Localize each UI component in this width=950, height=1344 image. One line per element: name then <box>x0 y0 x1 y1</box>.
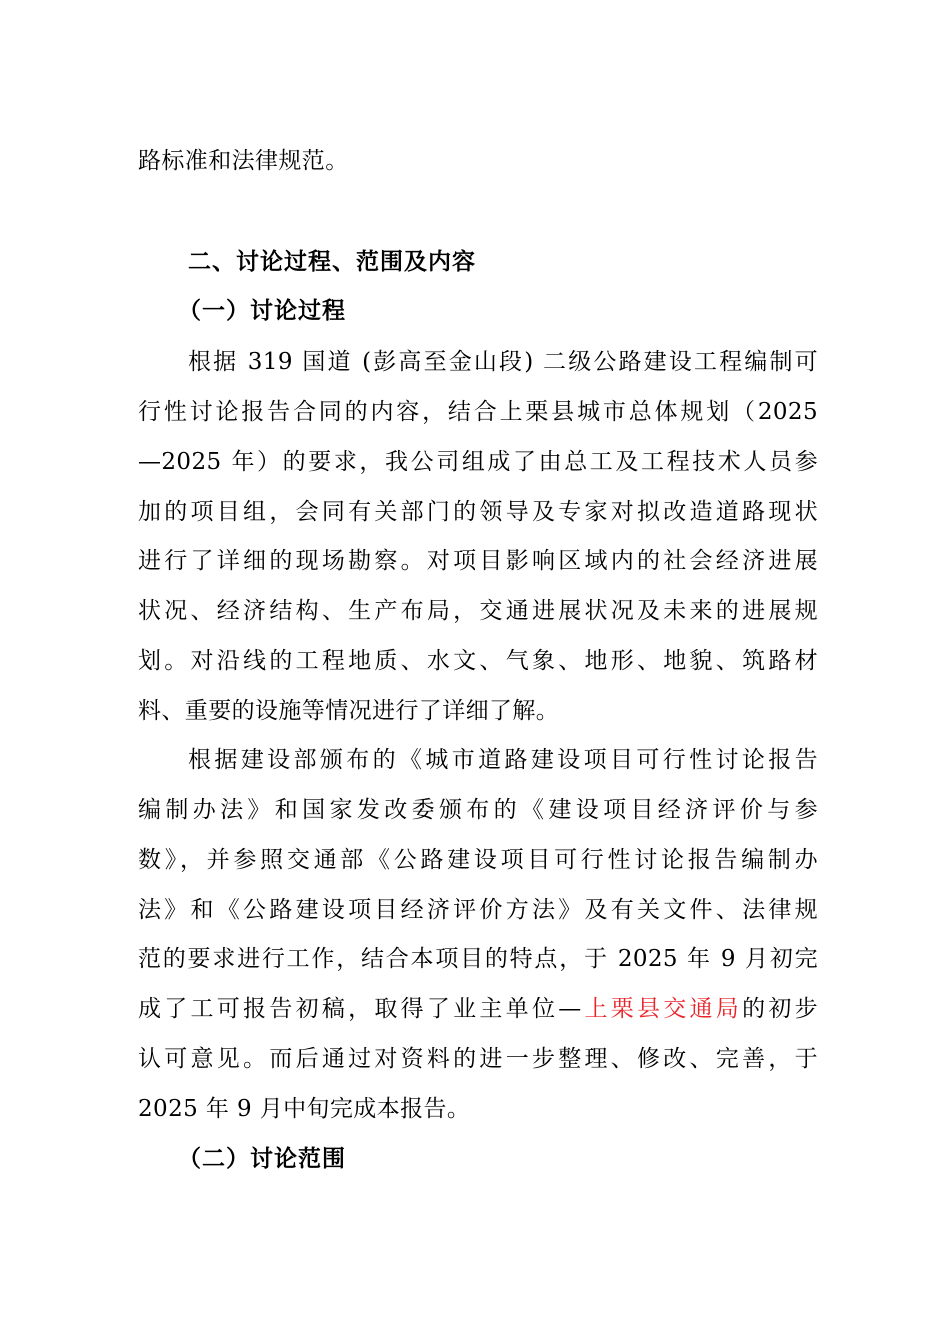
text-line: 数》，并参照交通部《公路建设项目可行性讨论报告编制办 <box>138 847 818 873</box>
text-line: 料、重要的设施等情况进行了详细了解。 <box>138 698 560 724</box>
text-line: 进行了详细的现场勘察。对项目影响区域内的社会经济进展 <box>138 548 818 574</box>
subsection-heading: （一）讨论过程 <box>178 298 346 324</box>
text-line: 认可意见。而后通过对资料的进一步整理、修改、完善，于 <box>138 1046 818 1072</box>
text-line: —2025 年）的要求，我公司组成了由总工及工程技术人员参 <box>138 449 818 475</box>
text-line: 状况、经济结构、生产布局，交通进展状况及未来的进展规 <box>138 598 818 624</box>
text-segment: 成了工可报告初稿，取得了业主单位— <box>138 996 582 1022</box>
text-line: 编制办法》和国家发改委颁布的《建设项目经济评价与参 <box>138 797 818 823</box>
text-line: 加的项目组，会同有关部门的领导及专家对拟改造道路现状 <box>138 499 818 525</box>
text-line: 根据建设部颁布的《城市道路建设项目可行性讨论报告 <box>188 747 818 773</box>
text-line: 2025 年 9 月中旬完成本报告。 <box>138 1096 471 1122</box>
highlighted-agency: 上栗县交通局 <box>581 996 743 1022</box>
text-segment: 的初步 <box>742 996 819 1022</box>
text-line: 范的要求进行工作，结合本项目的特点，于 2025 年 9 月初完 <box>138 946 818 972</box>
text-line: 行性讨论报告合同的内容，结合上栗县城市总体规划（2025 <box>138 399 818 425</box>
subsection-heading: （二）讨论范围 <box>178 1146 346 1172</box>
text-line: 法》和《公路建设项目经济评价方法》及有关文件、法律规 <box>138 897 818 923</box>
text-line: 根据 319 国道 (彭高至金山段) 二级公路建设工程编制可 <box>188 349 818 375</box>
section-heading: 二、讨论过程、范围及内容 <box>188 249 476 275</box>
text-line: 路标准和法律规范。 <box>138 148 349 174</box>
text-line <box>138 994 818 1024</box>
text-line: 划。对沿线的工程地质、水文、气象、地形、地貌、筑路材 <box>138 648 818 674</box>
